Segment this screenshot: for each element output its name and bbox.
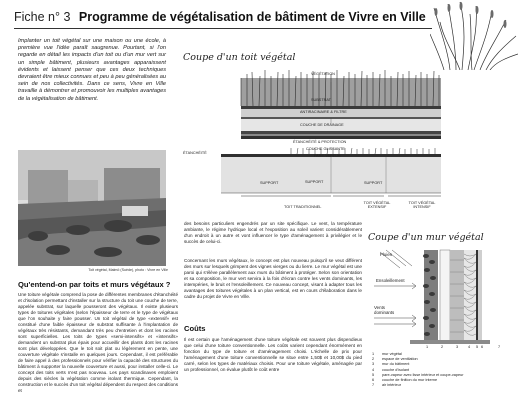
photo-caption: Toit végétal, Malmö (Suède), photo : Vivre en Ville: [88, 268, 168, 272]
legend-item: 2 espace de ventilation: [372, 357, 418, 362]
legend-item: 7 air intérieur: [372, 383, 401, 388]
wall-number-3: 3: [456, 345, 459, 349]
wall-label-vents: Vents dominants: [374, 305, 395, 315]
roof-layer-vegetation: VÉGÉTATION: [311, 72, 335, 76]
roof-layer-antiracinaire: ANTIRACINAIRE & FILTRE: [300, 110, 347, 114]
roof-layer-pare-vapeur: PARE-VAPEUR: [314, 154, 341, 158]
legend-item: 5 pare-vapeur avec lisse intérieur et coupe-vapeur: [372, 372, 464, 377]
section-heading-definition: Qu'entend-on par toits et murs végétaux ?: [18, 280, 171, 289]
roof-type-traditionnel: TOIT TRADITIONNEL: [284, 205, 322, 209]
wall-section-diagram: [370, 248, 516, 348]
roof-layer-glissante: COUCHE GLISSANTE: [306, 147, 345, 151]
wall-label-ensoleillement: Ensoleillement: [376, 278, 405, 283]
wall-number-1: 1: [426, 345, 429, 349]
roof-layer-substrat: SUBSTRAT: [311, 98, 331, 102]
roof-support-left: SUPPORT: [260, 181, 279, 185]
wall-number-7: 7: [498, 345, 501, 349]
roof-etancheite-label: ÉTANCHÉITÉ: [183, 151, 207, 155]
section-text-definition: Une toiture végétale comprend la pose de différentes membranes d'étanchéité et d'isolation permettant d'installer sur la structure du toit une couche de terre, appelée substrat, sur laquelle pousseront des végétaux. Il existe plusieurs types de toitures végétales (selon l'épaisseur de terre et le type de végétaux que l'on souhaite y faire pousser. Un toit végétal de type «extensif» est constitué d'une faible épaisseur de substrat suffisante à l'implantation de végétaux très résistants, demandant très peu d'entretien et dont les racines sont superficielles. Les toits de types «semi-intensifs» et «intensifs» demandent un substrat plus épais pour accueillir des plants dont les racines sont plus développées. Que le toit soit plat ou légèrement en pente, une couverture végétale s'installe en quelques jours. Cependant, il est préférable de faire appel à des professionnels pour vérifier la capacité des structures du bâtiment à supporter la nouvelle couverture et aussi, pour installer celle-ci. Le concept des toits verts n'est pas nouveau. Les pays scandinaves emploient depuis des siècles la végétation comme isolant thermique. Cependant, la construction et le succès d'un toit végétal dépendent du respect des conditions et: [18, 292, 178, 393]
roof-type-extensif: TOIT VÉGÉTAL EXTENSIF: [363, 201, 391, 210]
wall-section-title: Coupe d'un mur végétal: [368, 232, 484, 243]
legend-item: 6 couche de finition du mur interne: [372, 378, 438, 383]
green-roof-photo: [18, 150, 166, 266]
roof-section-title: Coupe d'un toit végétal: [183, 52, 296, 63]
wall-number-4: 4: [468, 345, 471, 349]
section-heading-costs: Coûts: [184, 324, 206, 333]
section-text-sites: des besoins particuliers engendrés par un site spécifique. Le vent, la température ambiante, le régime hydrique local et l'exposition au soleil varient considérablement d'un endroit à un autre et vont influencer le type d'aménagement à privilégier et le succès de celui-ci.: [184, 221, 362, 244]
roof-layer-drainage: COUCHE DE DRAINAGE: [300, 123, 344, 127]
roof-type-intensif: TOIT VÉGÉTAL INTENSIF: [408, 201, 436, 210]
wall-legend: [372, 352, 516, 388]
legend-item: 4 couche d'isolant: [372, 367, 410, 372]
wall-number-5: 5: [476, 345, 479, 349]
wall-number-6: 6: [481, 345, 484, 349]
wall-label-pluies: Pluies: [380, 252, 392, 257]
page-title: Programme de végétalisation de bâtiment de Vivre en Ville: [78, 10, 426, 24]
fiche-number: Fiche n° 3: [14, 10, 71, 24]
roof-layer-support: SUPPORT: [305, 180, 324, 184]
section-text-walls: Concernant les murs végétaux, le concept est plus nouveau puisqu'il se veut différent des murs sur lesquels grimpent des vignes vierges ou du lierre. Le mur végétal est une paroi qui s'élève parallèlement aux murs du bâtiment à protéger. Selon son orientation et sa composition, le mur vert servira à la fois d'écran contre les vents dominants, les intempéries, le bruit et l'ensoleillement. Ce nouveau concept, visant à adapter tous les avantages des toitures végétales à un plan vertical, est en cours d'élaboration dans le cadre du projet de Vivre en Ville.: [184, 258, 362, 299]
page-header: [14, 8, 434, 30]
legend-item: 1 mur végétal: [372, 352, 402, 356]
legend-item: 3 mur du bâtiment: [372, 362, 410, 367]
intro-paragraph: Implanter un toit végétal sur une maison ou une école, à première vue l'idée paraît saugrenue. Pourtant, si l'on regarde en détail les impacts d'un toit ou d'un mur vert sur un simple bâtiment, plusieurs avantages apparaissent évidents et laissent penser que ces deux techniques devraient être mieux connues et peu à peu généralisées au sein de nos collectivités. Dans ce sens, Vivre en Ville travaille à démontrer et promouvoir les multiples avantages de la végétalisation de bâtiment.: [18, 38, 166, 102]
plants-illustration: [430, 0, 518, 70]
wall-number-2: 2: [441, 345, 444, 349]
roof-support-right: SUPPORT: [364, 181, 383, 185]
header-divider: [14, 28, 432, 29]
roof-layer-etancheite-protection: ÉTANCHÉITÉ & PROTECTION: [293, 140, 347, 144]
section-text-costs: Il est certain que l'aménagement d'une toiture végétale est souvent plus dispendieux que celui d'une toiture conventionnelle. Les coûts varient cependant énormément en fonction du type de toiture et d'aménagement choisi. L'échelle de prix pour l'aménagement d'une toiture conventionnelle se situe entre 1,50$ et 10,00$ du pied carré, selon les types de matériaux choisis. Pour une toiture végétale, aménagée par un professionnel, on évalue plutôt le coût entre: [184, 337, 362, 372]
